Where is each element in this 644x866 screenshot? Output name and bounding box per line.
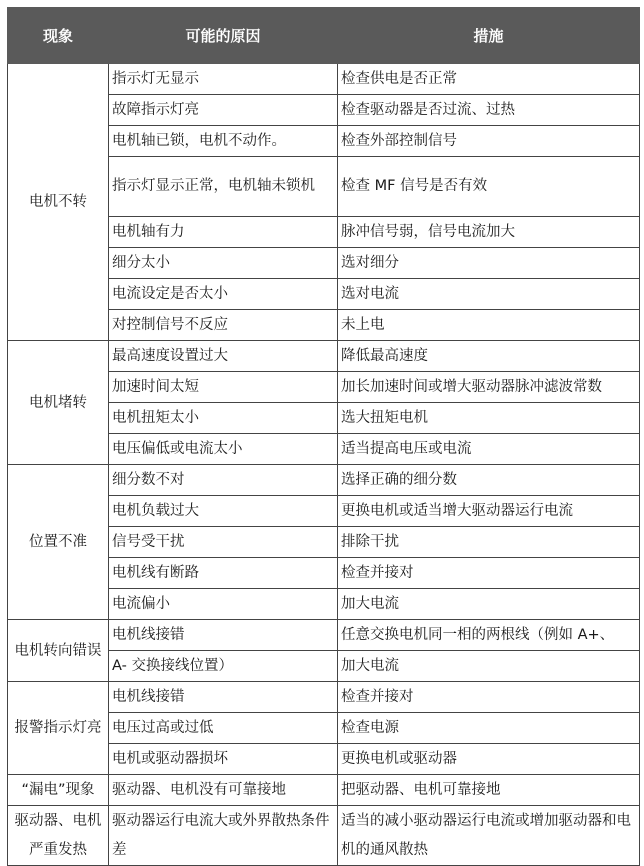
cause-cell: 电机或驱动器损坏 (109, 744, 338, 775)
table-row (8, 341, 640, 372)
symptom-cell: 位置不准 (8, 465, 109, 620)
symptom-cell: 电机堵转 (8, 341, 109, 465)
cause-cell: 电机线接错 (109, 620, 338, 651)
symptom-cell: 报警指示灯亮 (8, 682, 109, 775)
cause-cell: 指示灯无显示 (109, 64, 338, 95)
measure-cell: 把驱动器、电机可靠接地 (338, 775, 640, 806)
cause-cell: 电机负载过大 (109, 496, 338, 527)
cause-cell: 加速时间太短 (109, 372, 338, 403)
table-row (8, 682, 640, 713)
cause-cell: 细分太小 (109, 248, 338, 279)
measure-cell: 检查并接对 (338, 558, 640, 589)
cause-cell: 电机扭矩太小 (109, 403, 338, 434)
troubleshooting-table-container (7, 7, 639, 866)
symptom-cell: 驱动器、电机严重发热 (8, 806, 109, 866)
measure-cell: 适当的减小驱动器运行电流或增加驱动器和电机的通风散热 (338, 806, 640, 866)
symptom-cell: 电机不转 (8, 64, 109, 341)
table-row (8, 620, 640, 651)
measure-cell: 检查供电是否正常 (338, 64, 640, 95)
cause-cell: 电压过高或过低 (109, 713, 338, 744)
table-row (8, 806, 640, 866)
table-row (8, 465, 640, 496)
measure-cell: 降低最高速度 (338, 341, 640, 372)
cause-cell: 对控制信号不反应 (109, 310, 338, 341)
table-body (8, 64, 640, 866)
measure-cell: 未上电 (338, 310, 640, 341)
measure-cell: 检查电源 (338, 713, 640, 744)
measure-cell: 检查 MF 信号是否有效 (338, 157, 640, 217)
measure-cell: 任意交换电机同一相的两根线（例如 A+、 (338, 620, 640, 651)
header-symptom: 现象 (8, 8, 109, 64)
cause-cell: 故障指示灯亮 (109, 95, 338, 126)
measure-cell: 更换电机或适当增大驱动器运行电流 (338, 496, 640, 527)
measure-cell: 选择正确的细分数 (338, 465, 640, 496)
cause-cell: 细分数不对 (109, 465, 338, 496)
cause-cell: 信号受干扰 (109, 527, 338, 558)
symptom-cell: “漏电”现象 (8, 775, 109, 806)
measure-cell: 更换电机或驱动器 (338, 744, 640, 775)
measure-cell: 检查并接对 (338, 682, 640, 713)
table-row (8, 64, 640, 95)
cause-cell: 指示灯显示正常，电机轴未锁机 (109, 157, 338, 217)
measure-cell: 脉冲信号弱，信号电流加大 (338, 217, 640, 248)
measure-cell: 加大电流 (338, 589, 640, 620)
header-cause: 可能的原因 (109, 8, 338, 64)
header-measure: 措施 (338, 8, 640, 64)
cause-cell: 驱动器、电机没有可靠接地 (109, 775, 338, 806)
cause-cell: 电流设定是否太小 (109, 279, 338, 310)
table-row (8, 775, 640, 806)
measure-cell: 选大扭矩电机 (338, 403, 640, 434)
measure-cell: 选对细分 (338, 248, 640, 279)
cause-cell: 最高速度设置过大 (109, 341, 338, 372)
table-header-row (8, 8, 640, 64)
cause-cell: 电机线有断路 (109, 558, 338, 589)
cause-cell: 电流偏小 (109, 589, 338, 620)
measure-cell: 选对电流 (338, 279, 640, 310)
cause-cell: 驱动器运行电流大或外界散热条件差 (109, 806, 338, 866)
cause-cell: 电机轴有力 (109, 217, 338, 248)
cause-cell: A- 交换接线位置） (109, 651, 338, 682)
measure-cell: 排除干扰 (338, 527, 640, 558)
measure-cell: 检查外部控制信号 (338, 126, 640, 157)
measure-cell: 加长加速时间或增大驱动器脉冲滤波常数 (338, 372, 640, 403)
symptom-cell: 电机转向错误 (8, 620, 109, 682)
cause-cell: 电机线接错 (109, 682, 338, 713)
cause-cell: 电压偏低或电流太小 (109, 434, 338, 465)
measure-cell: 适当提高电压或电流 (338, 434, 640, 465)
troubleshooting-table (7, 7, 640, 866)
measure-cell: 加大电流 (338, 651, 640, 682)
measure-cell: 检查驱动器是否过流、过热 (338, 95, 640, 126)
cause-cell: 电机轴已锁，电机不动作。 (109, 126, 338, 157)
